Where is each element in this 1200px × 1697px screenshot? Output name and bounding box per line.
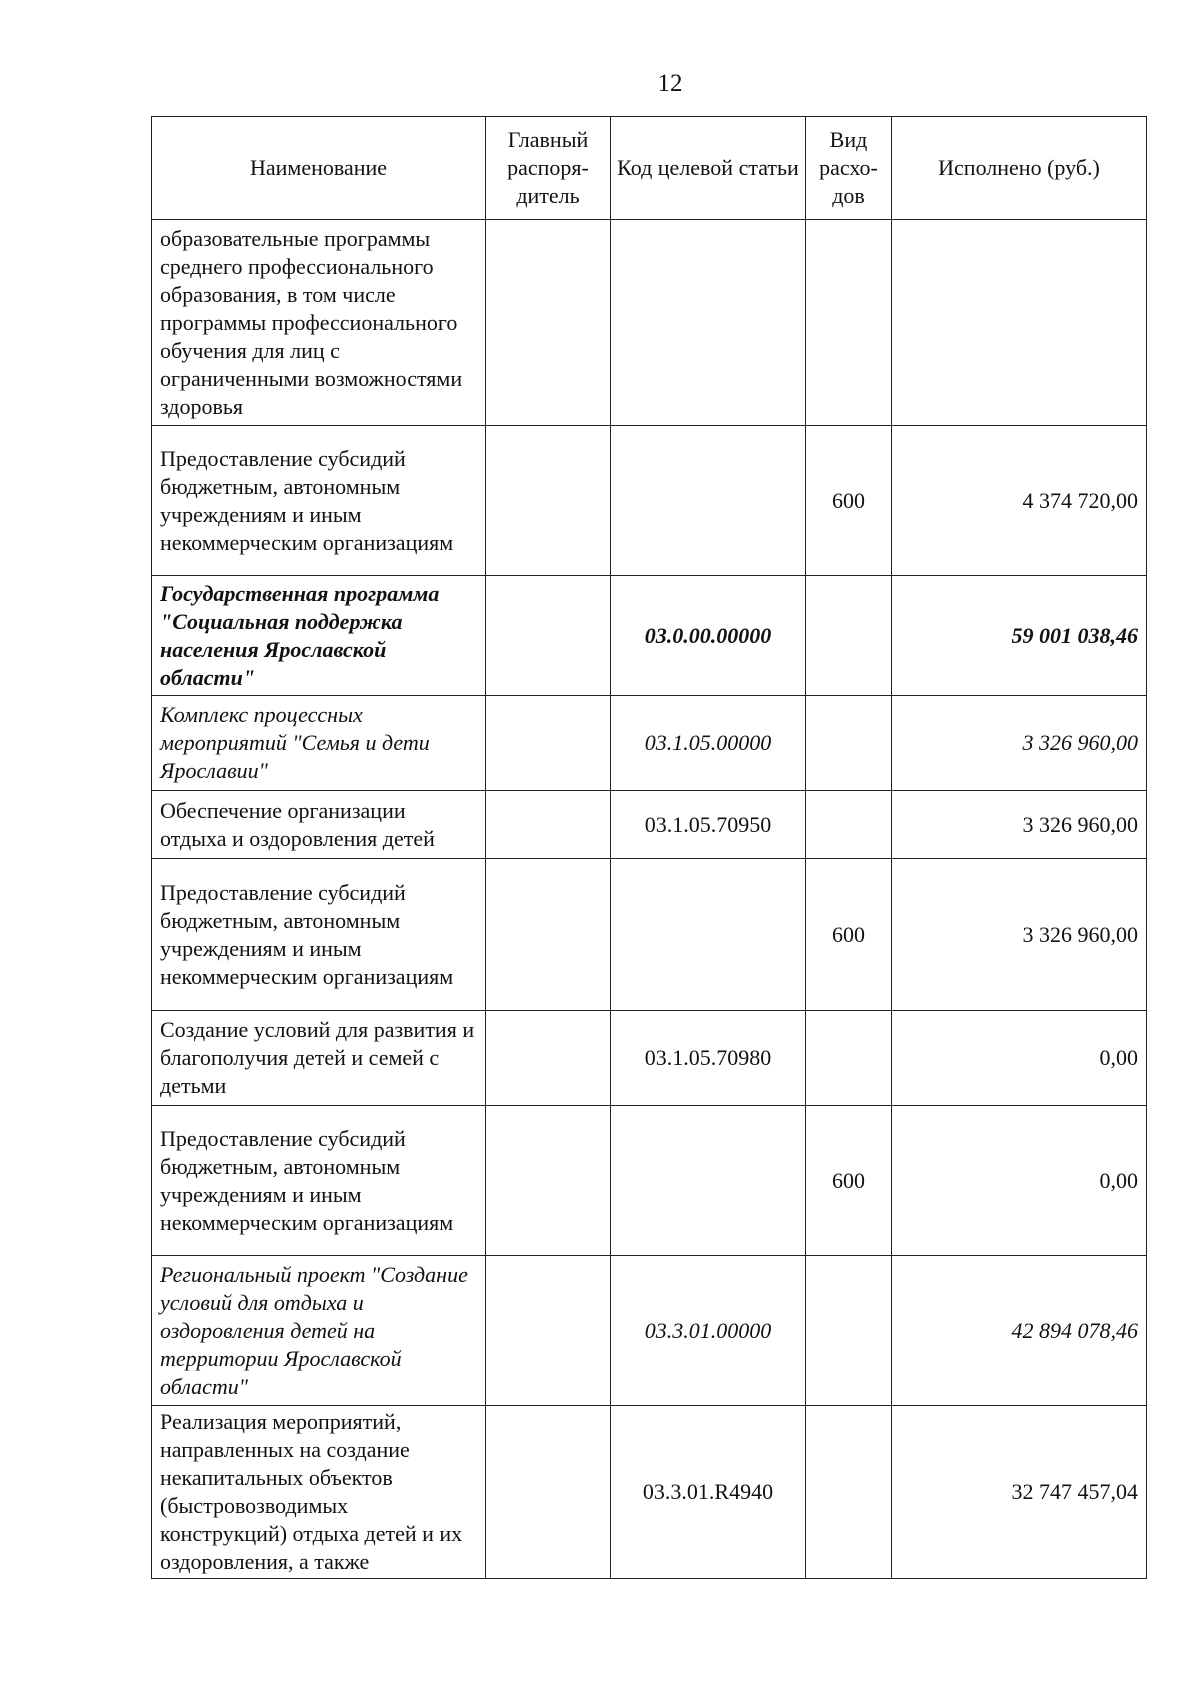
- cell-type: [806, 1406, 892, 1579]
- cell-name: Региональный проект "Создание условий для отдыха и оздоровления детей на территории Ярославской области": [152, 1256, 486, 1406]
- cell-manager: [486, 696, 611, 791]
- cell-amount: 0,00: [892, 1106, 1147, 1256]
- cell-amount: 0,00: [892, 1011, 1147, 1106]
- cell-name: Предоставление субсидий бюджетным, автономным учреждениям и иным некоммерческим организациям: [152, 426, 486, 576]
- cell-manager: [486, 859, 611, 1011]
- cell-amount: 32 747 457,04: [892, 1406, 1147, 1579]
- cell-type: [806, 576, 892, 696]
- budget-table: [151, 116, 1147, 1579]
- cell-code: 03.3.01.00000: [611, 1256, 806, 1406]
- cell-amount: [892, 220, 1147, 426]
- header-row: [152, 117, 1147, 220]
- cell-name: Государственная программа "Социальная поддержка населения Ярославской области": [152, 576, 486, 696]
- cell-name: Предоставление субсидий бюджетным, автономным учреждениям и иным некоммерческим организациям: [152, 859, 486, 1011]
- cell-name: Создание условий для развития и благополучия детей и семей с детьми: [152, 1011, 486, 1106]
- cell-name: Реализация мероприятий, направленных на создание некапитальных объектов (быстровозводимых конструкций) отдыха детей и их оздоровления, а также: [152, 1406, 486, 1579]
- table-row: [152, 791, 1147, 859]
- cell-manager: [486, 1406, 611, 1579]
- cell-manager: [486, 220, 611, 426]
- cell-type: [806, 696, 892, 791]
- table-row: [152, 426, 1147, 576]
- table-row: [152, 1106, 1147, 1256]
- table-row: [152, 220, 1147, 426]
- cell-type: 600: [806, 426, 892, 576]
- cell-manager: [486, 1011, 611, 1106]
- page-number: 12: [657, 70, 683, 97]
- cell-manager: [486, 426, 611, 576]
- cell-amount: 59 001 038,46: [892, 576, 1147, 696]
- header-executed: Исполнено (руб.): [892, 117, 1147, 220]
- cell-amount: 3 326 960,00: [892, 791, 1147, 859]
- cell-name: Предоставление субсидий бюджетным, автономным учреждениям и иным некоммерческим организациям: [152, 1106, 486, 1256]
- cell-code: [611, 220, 806, 426]
- cell-code: 03.1.05.00000: [611, 696, 806, 791]
- cell-name: Комплекс процессных мероприятий "Семья и дети Ярославии": [152, 696, 486, 791]
- cell-code: [611, 426, 806, 576]
- cell-type: [806, 220, 892, 426]
- table-row: [152, 576, 1147, 696]
- cell-amount: 3 326 960,00: [892, 859, 1147, 1011]
- cell-name: образовательные программы среднего профессионального образования, в том числе программы профессионального обучения для лиц с ограниченными возможностями здоровья: [152, 220, 486, 426]
- table-row: [152, 696, 1147, 791]
- table-row: [152, 1406, 1147, 1579]
- cell-manager: [486, 576, 611, 696]
- table-row: [152, 859, 1147, 1011]
- cell-code: 03.1.05.70950: [611, 791, 806, 859]
- cell-name: Обеспечение организации отдыха и оздоровления детей: [152, 791, 486, 859]
- cell-code: [611, 859, 806, 1011]
- cell-type: [806, 1011, 892, 1106]
- cell-type: [806, 1256, 892, 1406]
- cell-code: [611, 1106, 806, 1256]
- cell-code: 03.3.01.R4940: [611, 1406, 806, 1579]
- table-row: [152, 1011, 1147, 1106]
- cell-manager: [486, 791, 611, 859]
- table-row: [152, 1256, 1147, 1406]
- cell-manager: [486, 1256, 611, 1406]
- cell-code: 03.1.05.70980: [611, 1011, 806, 1106]
- cell-code: 03.0.00.00000: [611, 576, 806, 696]
- cell-type: 600: [806, 859, 892, 1011]
- cell-amount: 4 374 720,00: [892, 426, 1147, 576]
- header-name: Наименование: [152, 117, 486, 220]
- cell-amount: 42 894 078,46: [892, 1256, 1147, 1406]
- cell-type: 600: [806, 1106, 892, 1256]
- cell-manager: [486, 1106, 611, 1256]
- cell-type: [806, 791, 892, 859]
- header-code: Код целевой статьи: [611, 117, 806, 220]
- header-type: Вид расхо-дов: [806, 117, 892, 220]
- header-manager: Главный распоря-дитель: [486, 117, 611, 220]
- cell-amount: 3 326 960,00: [892, 696, 1147, 791]
